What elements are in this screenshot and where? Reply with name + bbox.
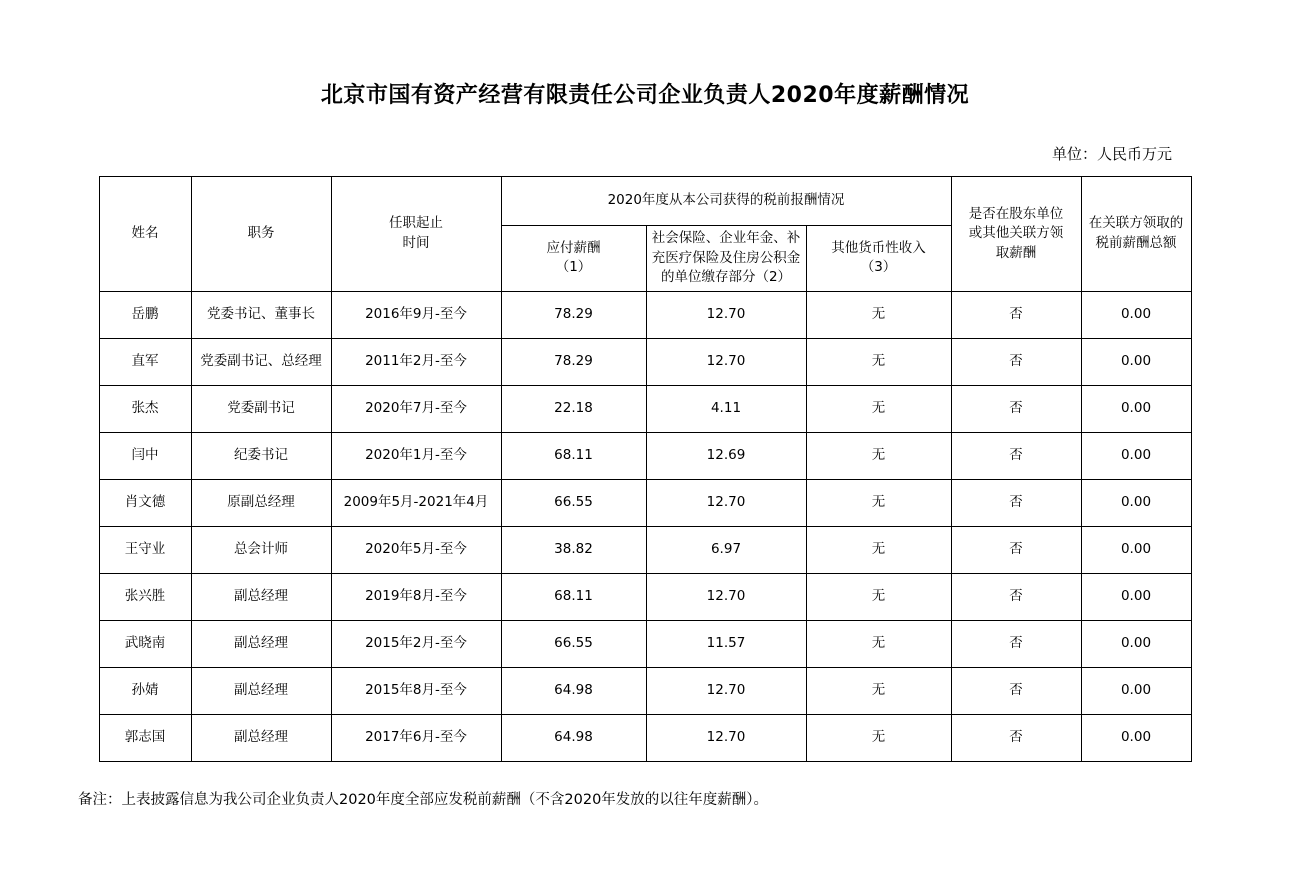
cell-insurance: 4.11: [646, 385, 806, 432]
cell-term: 2015年8月-至今: [331, 667, 501, 714]
cell-name: 肖文德: [99, 479, 191, 526]
cell-other-income: 无: [806, 573, 951, 620]
table-row: [99, 620, 1191, 667]
cell-payable: 64.98: [501, 667, 646, 714]
header-assoc-total-line1: 在关联方领取的: [1088, 215, 1184, 232]
cell-position: 纪委书记: [191, 432, 331, 479]
cell-name: 直军: [99, 338, 191, 385]
cell-payable: 38.82: [501, 526, 646, 573]
cell-other-income: 无: [806, 526, 951, 573]
table-body: [99, 291, 1191, 761]
cell-insurance: 12.70: [646, 714, 806, 761]
table-row: [99, 526, 1191, 573]
cell-position: 总会计师: [191, 526, 331, 573]
cell-insurance: 12.70: [646, 573, 806, 620]
cell-other-income: 无: [806, 385, 951, 432]
cell-payable: 66.55: [501, 479, 646, 526]
cell-from-shareholder: 否: [951, 714, 1081, 761]
cell-term: 2020年5月-至今: [331, 526, 501, 573]
cell-term: 2019年8月-至今: [331, 573, 501, 620]
cell-payable: 78.29: [501, 291, 646, 338]
header-term: [331, 177, 501, 292]
table-row: [99, 667, 1191, 714]
header-from-shareholder: [951, 177, 1081, 292]
header-payable: [501, 226, 646, 292]
cell-name: 王守业: [99, 526, 191, 573]
table-row: [99, 432, 1191, 479]
table-header-row-1: [99, 177, 1191, 226]
cell-payable: 66.55: [501, 620, 646, 667]
cell-other-income: 无: [806, 667, 951, 714]
cell-other-income: 无: [806, 479, 951, 526]
cell-position: 党委书记、董事长: [191, 291, 331, 338]
cell-from-shareholder: 否: [951, 479, 1081, 526]
cell-position: 党委副书记、总经理: [191, 338, 331, 385]
cell-position: 党委副书记: [191, 385, 331, 432]
table-row: [99, 338, 1191, 385]
cell-term: 2011年2月-至今: [331, 338, 501, 385]
cell-assoc-total: 0.00: [1081, 479, 1191, 526]
cell-assoc-total: 0.00: [1081, 526, 1191, 573]
cell-insurance: 12.70: [646, 667, 806, 714]
cell-assoc-total: 0.00: [1081, 432, 1191, 479]
cell-other-income: 无: [806, 291, 951, 338]
header-other-income: [806, 226, 951, 292]
cell-position: 副总经理: [191, 714, 331, 761]
cell-position: 原副总经理: [191, 479, 331, 526]
cell-other-income: 无: [806, 338, 951, 385]
cell-name: 张杰: [99, 385, 191, 432]
cell-name: 张兴胜: [99, 573, 191, 620]
header-term-line1: 任职起止: [389, 215, 443, 232]
cell-insurance: 12.69: [646, 432, 806, 479]
cell-assoc-total: 0.00: [1081, 714, 1191, 761]
table-row: [99, 479, 1191, 526]
cell-position: 副总经理: [191, 620, 331, 667]
header-name: 姓名: [99, 177, 191, 292]
table-row: [99, 573, 1191, 620]
cell-assoc-total: 0.00: [1081, 338, 1191, 385]
cell-from-shareholder: 否: [951, 385, 1081, 432]
header-from-shareholder-line1: 是否在股东单位: [968, 205, 1064, 222]
header-other-income-line2: （3）: [860, 259, 897, 276]
cell-from-shareholder: 否: [951, 667, 1081, 714]
cell-from-shareholder: 否: [951, 291, 1081, 338]
unit-note: 单位：人民币万元: [1051, 145, 1172, 163]
cell-term: 2016年9月-至今: [331, 291, 501, 338]
cell-assoc-total: 0.00: [1081, 385, 1191, 432]
cell-name: 武晓南: [99, 620, 191, 667]
cell-name: 闫中: [99, 432, 191, 479]
header-payable-line2: （1）: [555, 259, 592, 276]
page-title: 北京市国有资产经营有限责任公司企业负责人2020年度薪酬情况: [320, 83, 970, 108]
cell-position: 副总经理: [191, 667, 331, 714]
header-group-pretax: 2020年度从本公司获得的税前报酬情况: [501, 177, 951, 226]
cell-other-income: 无: [806, 620, 951, 667]
cell-name: 郭志国: [99, 714, 191, 761]
cell-from-shareholder: 否: [951, 432, 1081, 479]
cell-assoc-total: 0.00: [1081, 667, 1191, 714]
cell-other-income: 无: [806, 714, 951, 761]
header-other-income-line1: 其他货币性收入: [831, 239, 926, 256]
cell-name: 孙婧: [99, 667, 191, 714]
header-assoc-total-line2: 税前薪酬总额: [1095, 234, 1177, 251]
cell-payable: 68.11: [501, 432, 646, 479]
document-page: [0, 78, 1290, 873]
cell-insurance: 11.57: [646, 620, 806, 667]
cell-payable: 78.29: [501, 338, 646, 385]
header-assoc-total: [1081, 177, 1191, 292]
salary-table: [99, 176, 1192, 762]
header-insurance: 社会保险、企业年金、补充医疗保险及住房公积金的单位缴存部分（2）: [646, 226, 806, 292]
cell-term: 2020年7月-至今: [331, 385, 501, 432]
cell-term: 2015年2月-至今: [331, 620, 501, 667]
table-row: [99, 714, 1191, 761]
header-position: 职务: [191, 177, 331, 292]
cell-assoc-total: 0.00: [1081, 620, 1191, 667]
cell-other-income: 无: [806, 432, 951, 479]
cell-payable: 64.98: [501, 714, 646, 761]
header-from-shareholder-line2: 或其他关联方领: [968, 225, 1064, 242]
cell-term: 2017年6月-至今: [331, 714, 501, 761]
footer-note: 备注：上表披露信息为我公司企业负责人2020年度全部应发税前薪酬（不含2020年发放的以往年度薪酬）。: [78, 791, 769, 808]
cell-from-shareholder: 否: [951, 338, 1081, 385]
header-term-line2: 时间: [402, 234, 430, 251]
cell-from-shareholder: 否: [951, 526, 1081, 573]
cell-payable: 22.18: [501, 385, 646, 432]
table-row: [99, 291, 1191, 338]
table-header: [99, 177, 1191, 292]
cell-term: 2020年1月-至今: [331, 432, 501, 479]
cell-name: 岳鹏: [99, 291, 191, 338]
cell-from-shareholder: 否: [951, 620, 1081, 667]
cell-assoc-total: 0.00: [1081, 573, 1191, 620]
cell-insurance: 6.97: [646, 526, 806, 573]
header-from-shareholder-line3: 取薪酬: [995, 244, 1037, 261]
cell-position: 副总经理: [191, 573, 331, 620]
table-row: [99, 385, 1191, 432]
cell-insurance: 12.70: [646, 479, 806, 526]
cell-insurance: 12.70: [646, 291, 806, 338]
cell-term: 2009年5月-2021年4月: [331, 479, 501, 526]
cell-payable: 68.11: [501, 573, 646, 620]
cell-assoc-total: 0.00: [1081, 291, 1191, 338]
cell-from-shareholder: 否: [951, 573, 1081, 620]
header-payable-line1: 应付薪酬: [546, 239, 601, 256]
cell-insurance: 12.70: [646, 338, 806, 385]
